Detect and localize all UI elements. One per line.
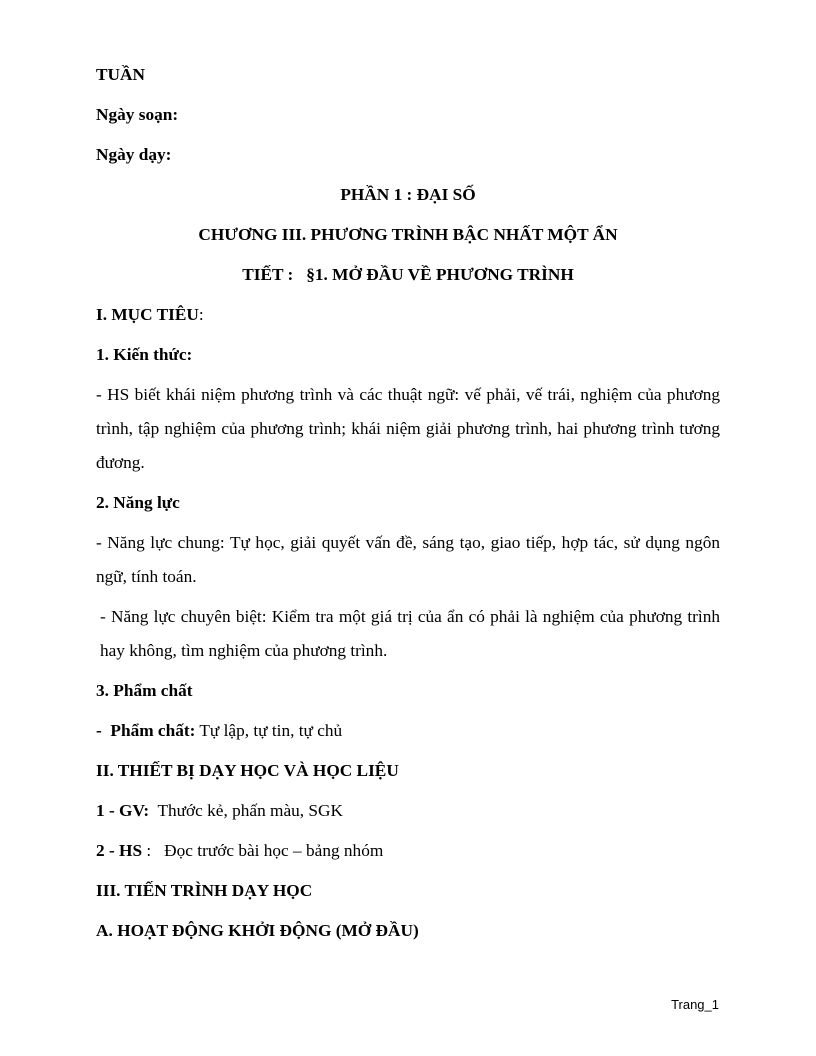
teach-date-label: Ngày dạy: [96, 145, 172, 164]
knowledge-heading: 1. Kiến thức: [96, 345, 193, 364]
hs-text: : Đọc trước bài học – bảng nhóm [142, 841, 384, 860]
competence-general-text: - Năng lực chung: Tự học, giải quyết vấn đề, sáng tạo, giao tiếp, hợp tác, sử dụng ngôn ngữ, tính toán. [96, 533, 720, 586]
week-label: TUẦN [96, 65, 145, 84]
quality-text: Tự lập, tự tin, tự chủ [195, 721, 343, 740]
activity-a-heading: A. HOẠT ĐỘNG KHỞI ĐỘNG (MỞ ĐẦU) [96, 921, 419, 940]
quality-heading: 3. Phẩm chất [96, 681, 193, 700]
prep-date-label: Ngày soạn: [96, 105, 179, 124]
part-title: PHẦN 1 : ĐẠI SỐ [340, 185, 476, 204]
gv-label: 1 - GV: [96, 801, 150, 820]
competence-heading: 2. Năng lực [96, 493, 180, 512]
chapter-title: CHƯƠNG III. PHƯƠNG TRÌNH BẬC NHẤT MỘT ẨN [198, 225, 618, 244]
process-heading: III. TIẾN TRÌNH DẠY HỌC [96, 881, 313, 900]
equipment-heading: II. THIẾT BỊ DẠY HỌC VÀ HỌC LIỆU [96, 761, 399, 780]
gv-line [96, 794, 720, 828]
objectives-heading-text: I. MỤC TIÊU [96, 305, 199, 324]
objectives-heading-colon: : [198, 305, 204, 324]
document-page [96, 58, 720, 954]
competence-specific-text: - Năng lực chuyên biệt: Kiểm tra một giá trị của ẩn có phải là nghiệm của phương trình hay không, tìm nghiệm của phương trình. [100, 607, 720, 660]
hs-line [96, 834, 720, 868]
lesson-title: TIẾT : §1. MỞ ĐẦU VỀ PHƯƠNG TRÌNH [242, 265, 574, 284]
gv-text: Thước kẻ, phấn màu, SGK [149, 801, 343, 820]
hs-label: 2 - HS [96, 841, 143, 860]
objectives-heading [96, 298, 720, 332]
quality-label: - Phẩm chất: [96, 721, 196, 740]
quality-line [96, 714, 720, 748]
page-number: Trang_1 [671, 997, 719, 1012]
knowledge-text: - HS biết khái niệm phương trình và các thuật ngữ: vế phải, vế trái, nghiệm của phương trình, tập nghiệm của phương trình; khái niệm giải phương trình, hai phương trình tương đương. [96, 385, 720, 472]
